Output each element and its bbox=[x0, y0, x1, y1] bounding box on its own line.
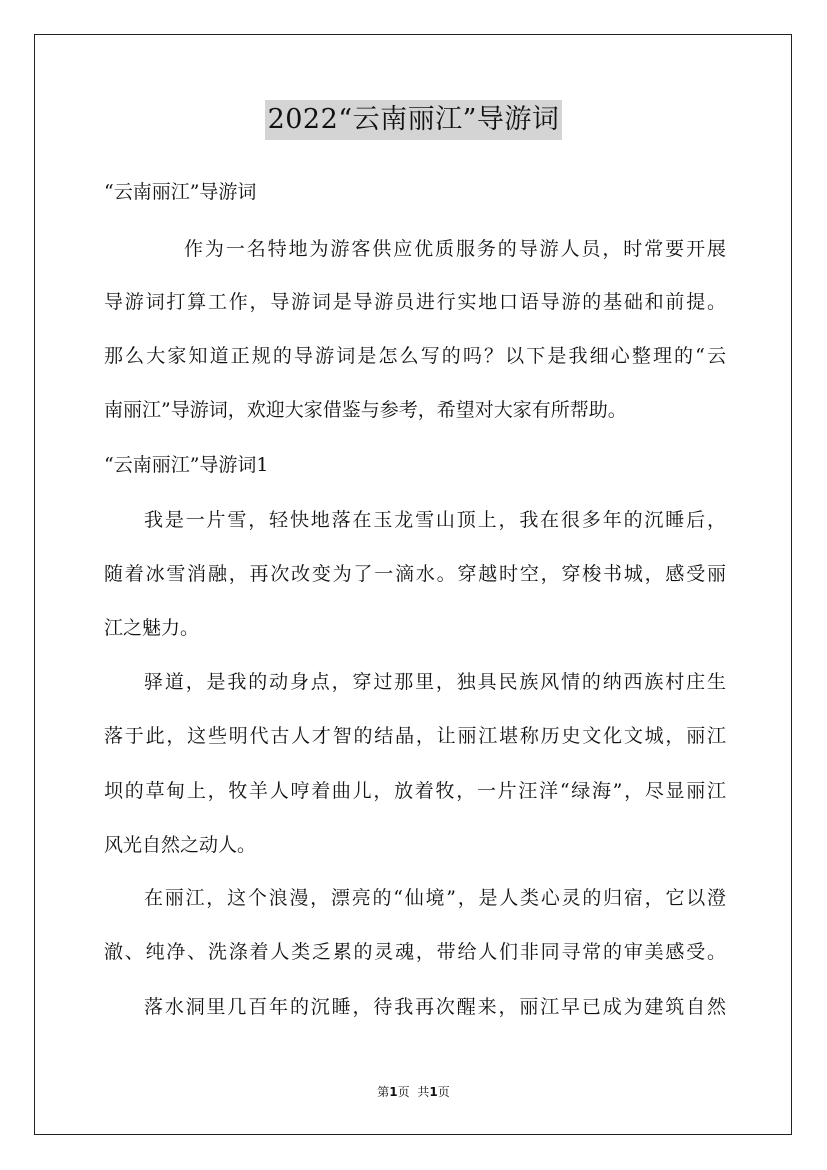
paragraph-line: 南丽江”导游词，欢迎大家借鉴与参考，希望对大家有所帮助。 bbox=[104, 399, 627, 421]
title-container bbox=[0, 100, 827, 140]
paragraph-line: 坝的草甸上，牧羊人哼着曲儿，放着牧，一片汪洋“绿海”，尽显丽江 bbox=[104, 780, 726, 802]
paragraph-line: 风光自然之动人。 bbox=[104, 834, 257, 856]
page-suffix: 页 bbox=[397, 1085, 410, 1099]
paragraph-line: 我是一片雪，轻快地落在玉龙雪山顶上，我在很多年的沉睡后， bbox=[144, 509, 726, 531]
paragraph-line: 在丽江，这个浪漫，漂亮的“仙境”，是人类心灵的归宿，它以澄 bbox=[144, 887, 726, 909]
page-number: 1 bbox=[389, 1085, 398, 1099]
paragraph-line: 江之魅力。 bbox=[104, 617, 200, 639]
total-prefix: 共 bbox=[417, 1085, 430, 1099]
page-prefix: 第 bbox=[377, 1085, 390, 1099]
total-suffix: 页 bbox=[437, 1085, 450, 1099]
paragraph-line: 落于此，这些明代古人才智的结晶，让丽江堪称历史文化文城，丽江 bbox=[104, 725, 726, 747]
paragraph-line: 导游词打算工作，导游词是导游员进行实地口语导游的基础和前提。 bbox=[104, 291, 726, 313]
page-footer bbox=[0, 1084, 827, 1100]
paragraph-line: 澈、纯净、洗涤着人类乏累的灵魂，带给人们非同寻常的审美感受。 bbox=[104, 941, 726, 963]
paragraph-line: 落水洞里几百年的沉睡，待我再次醒来，丽江早已成为建筑自然 bbox=[144, 996, 726, 1018]
section-heading: “云南丽江”导游词1 bbox=[104, 454, 269, 476]
subtitle: “云南丽江”导游词 bbox=[104, 181, 257, 203]
paragraph-line: 作为一名特地为游客供应优质服务的导游人员，时常要开展 bbox=[184, 238, 726, 260]
paragraph-line: 那么大家知道正规的导游词是怎么写的吗？以下是我细心整理的“云 bbox=[104, 345, 726, 367]
paragraph-line: 驿道，是我的动身点，穿过那里，独具民族风情的纳西族村庄生 bbox=[144, 671, 726, 693]
document-title: 2022“云南丽江”导游词 bbox=[265, 100, 563, 140]
total-pages: 1 bbox=[429, 1085, 438, 1099]
paragraph-line: 随着冰雪消融，再次改变为了一滴水。穿越时空，穿梭书城，感受丽 bbox=[104, 563, 726, 585]
